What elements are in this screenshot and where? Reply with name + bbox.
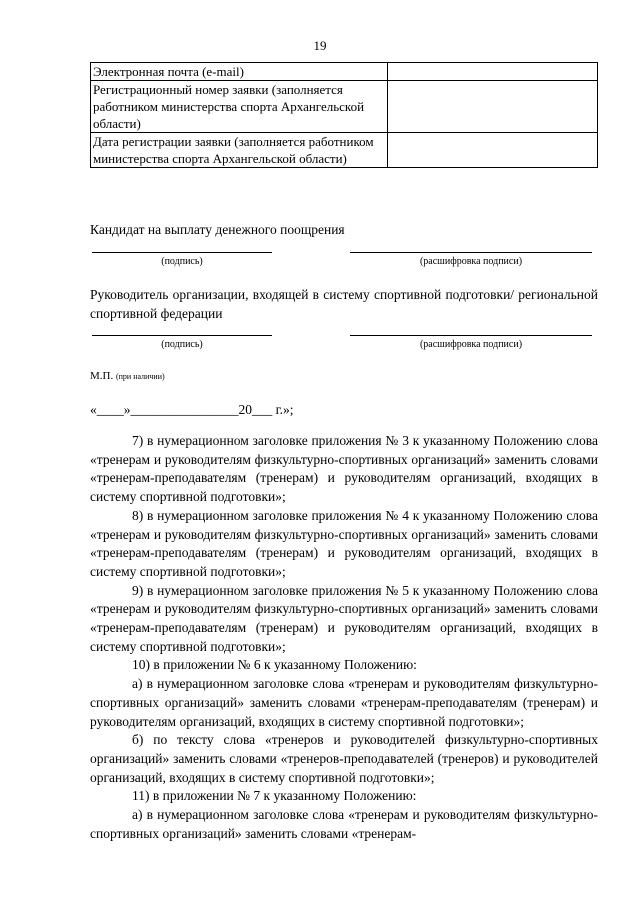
head-of-organization-label: Руководитель организации, входящей в систему спортивной подготовки/ региональной спортивной федерации xyxy=(90,287,598,321)
paragraph: 7) в нумерационном заголовке приложения № 3 к указанному Положению слова «тренерам и руководителям физкультурно-спортивных организаций» заменить словами «тренерам-преподавателям (тренерам) и руководителям организаций, входящих в систему спортивной подготовки»; xyxy=(90,433,598,505)
table-cell-value xyxy=(388,81,598,133)
stamp-place-text: М.П. xyxy=(90,370,114,382)
date-line: «____»________________20___ г.»; xyxy=(90,402,294,417)
amendments-text xyxy=(90,432,598,843)
paragraph: 9) в нумерационном заголовке приложения № 5 к указанному Положению слова «тренерам и руководителям физкультурно-спортивных организаций» заменить словами «тренерам-преподавателям (тренерам) и руководителям организаций, входящих в систему спортивной подготовки»; xyxy=(90,582,598,654)
table-row xyxy=(91,81,598,133)
paragraph: а) в нумерационном заголовке слова «тренерам и руководителям физкультурно-спортивных организаций» заменить словами «тренерам-преподавателям (тренерам) и руководителям организаций, входящих в систему спортивной подготовки»; xyxy=(90,676,598,729)
paragraph: 10) в приложении № 6 к указанному Положению: xyxy=(132,657,417,673)
table-cell-label: Регистрационный номер заявки (заполняется работником министерства спорта Архангельской области) xyxy=(91,81,388,133)
decryption-line xyxy=(350,252,592,253)
paragraph: 11) в приложении № 7 к указанному Положению: xyxy=(132,788,417,804)
table-cell-label: Дата регистрации заявки (заполняется работником министерства спорта Архангельской области) xyxy=(91,133,388,168)
table-cell-value xyxy=(388,63,598,81)
signature-caption: (подпись) xyxy=(161,256,203,267)
table-row xyxy=(91,63,598,81)
decryption-caption: (расшифровка подписи) xyxy=(419,256,523,267)
stamp-place-label xyxy=(90,370,165,382)
decryption-line xyxy=(350,335,592,336)
signature-caption: (подпись) xyxy=(161,339,203,350)
registration-table xyxy=(90,62,598,168)
stamp-place-note: (при наличии) xyxy=(115,372,165,381)
paragraph: 8) в нумерационном заголовке приложения № 4 к указанному Положению слова «тренерам и руководителям физкультурно-спортивных организаций» заменить словами «тренерам-преподавателям (тренерам) и руководителям организаций, входящих в систему спортивной подготовки»; xyxy=(90,507,598,579)
table-cell-value xyxy=(388,133,598,168)
decryption-caption: (расшифровка подписи) xyxy=(419,339,523,350)
signature-line xyxy=(92,335,272,336)
paragraph: а) в нумерационном заголовке слова «тренерам и руководителям физкультурно-спортивных организаций» заменить словами «тренерам- xyxy=(90,807,598,841)
table-cell-label: Электронная почта (e-mail) xyxy=(91,63,388,81)
table-row xyxy=(91,133,598,168)
candidate-label: Кандидат на выплату денежного поощрения xyxy=(90,222,345,237)
paragraph: б) по тексту слова «тренеров и руководителей физкультурно-спортивных организаций» заменить словами «тренеров-преподавателей (тренеров) и руководителей организаций, входящих в систему спортивной подготовки»; xyxy=(90,732,598,785)
signature-line xyxy=(92,252,272,253)
page-number: 19 xyxy=(313,38,327,53)
